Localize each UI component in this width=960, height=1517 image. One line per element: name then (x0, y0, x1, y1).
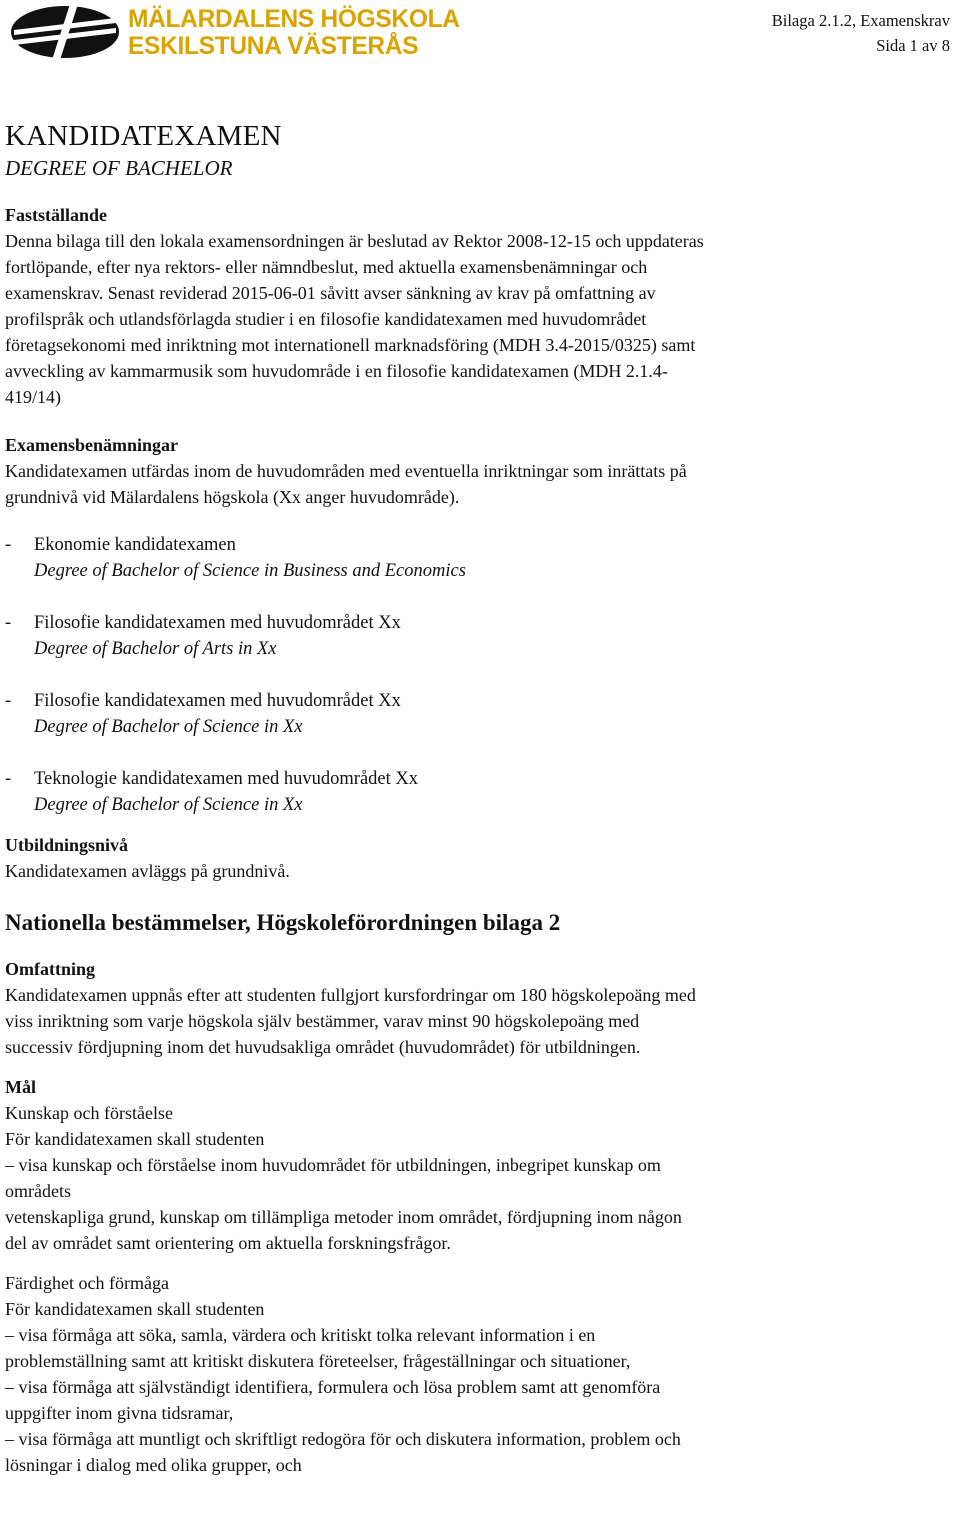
degree-item (5, 610, 957, 662)
text-line: viss inriktning som varje högskola själv bestämmer, varav minst 90 högskolepoäng med (5, 1011, 640, 1031)
degree-item (5, 766, 957, 818)
text-line: För kandidatexamen skall studenten (5, 1129, 265, 1149)
degree-swedish: Ekonomie kandidatexamen (34, 535, 236, 555)
text-line: – visa förmåga att muntligt och skriftligt redogöra för och diskutera information, problem och (5, 1429, 681, 1449)
text-line: examenskrav. Senast reviderad 2015-06-01 såvitt avser sänkning av krav på omfattning av (5, 283, 656, 303)
text-line: – visa förmåga att självständigt identifiera, formulera och lösa problem samt att genomföra (5, 1377, 661, 1397)
logo-line-2: ESKILSTUNA VÄSTERÅS (128, 32, 419, 60)
text-line: vetenskapliga grund, kunskap om tillämpliga metoder inom området, fördjupning inom någon (5, 1207, 682, 1227)
text-line: Kandidatexamen uppnås efter att studenten fullgjort kursfordringar om 180 högskolepoäng med (5, 985, 696, 1005)
text-line: Kandidatexamen utfärdas inom de huvudområden med eventuella inriktningar som inrättats på (5, 461, 687, 481)
text-line: avveckling av kammarmusik som huvudområde i en filosofie kandidatexamen (MDH 2.1.4- (5, 361, 668, 381)
text-line: problemställning samt att kritiskt diskutera företeelser, frågeställningar och situationer, (5, 1351, 631, 1371)
section-mal (5, 1074, 957, 1478)
logo-mark-icon (8, 4, 123, 60)
section-examensbenamningar (5, 432, 957, 818)
text-line: områdets (5, 1181, 71, 1201)
list-dash: - (5, 769, 12, 789)
text-line: successiv fördjupning inom det huvudsakliga området (huvudområdet) för utbildningen. (5, 1037, 641, 1057)
text-line: Denna bilaga till den lokala examensordningen är beslutad av Rektor 2008-12-15 och uppdateras (5, 231, 704, 251)
logo-line-1: MÄLARDALENS HÖGSKOLA (128, 5, 460, 33)
degree-english: Degree of Bachelor of Science in Business and Economics (34, 561, 466, 581)
list-dash: - (5, 535, 12, 555)
text-line: Kandidatexamen avläggs på grundnivå. (5, 861, 290, 881)
text-line: För kandidatexamen skall studenten (5, 1299, 265, 1319)
logo-wordmark (128, 6, 466, 60)
section-heading: Fastställande (5, 205, 108, 225)
page-header (0, 0, 960, 80)
degree-english: Degree of Bachelor of Science in Xx (34, 717, 303, 737)
text-line: – visa förmåga att söka, samla, värdera och kritiskt tolka relevant information i en (5, 1325, 596, 1345)
degree-item (5, 688, 957, 740)
document-body (5, 118, 957, 1478)
document-subtitle: DEGREE OF BACHELOR (5, 156, 233, 180)
section-utbildningsniva (5, 832, 957, 884)
text-line: företagsekonomi med inriktning mot internationell marknadsföring (MDH 3.4-2015/0325) samt (5, 335, 696, 355)
degree-swedish: Filosofie kandidatexamen med huvudområdet Xx (34, 691, 401, 711)
text-line: lösningar i dialog med olika grupper, och (5, 1455, 302, 1475)
degree-swedish: Filosofie kandidatexamen med huvudområdet Xx (34, 613, 401, 633)
text-line: Färdighet och förmåga (5, 1273, 169, 1293)
document-reference: Bilaga 2.1.2, Examenskrav (771, 11, 950, 30)
document-info (772, 8, 950, 58)
list-dash: - (5, 613, 12, 633)
text-line: 419/14) (5, 387, 61, 407)
section-heading: Omfattning (5, 959, 95, 979)
text-line: uppgifter inom givna tidsramar, (5, 1403, 234, 1423)
text-line: profilspråk och utlandsförlagda studier i en filosofie kandidatexamen med huvudområdet (5, 309, 647, 329)
university-logo (8, 4, 460, 66)
section-heading: Utbildningsnivå (5, 835, 129, 855)
text-line: Kunskap och förståelse (5, 1103, 173, 1123)
text-line: – visa kunskap och förståelse inom huvudområdet för utbildningen, inbegripet kunskap om (5, 1155, 661, 1175)
section-heading: Examensbenämningar (5, 435, 179, 455)
list-dash: - (5, 691, 12, 711)
page-indicator: Sida 1 av 8 (876, 36, 950, 55)
degree-item (5, 532, 957, 584)
nationella-heading: Nationella bestämmelser, Högskoleförordningen bilaga 2 (5, 910, 561, 935)
degree-swedish: Teknologie kandidatexamen med huvudområdet Xx (34, 769, 419, 789)
text-line: fortlöpande, efter nya rektors- eller nämndbeslut, med aktuella examensbenämningar och (5, 257, 648, 277)
section-heading: Mål (5, 1077, 36, 1097)
section-omfattning (5, 956, 957, 1060)
text-line: grundnivå vid Mälardalens högskola (Xx anger huvudområde). (5, 487, 460, 507)
section-faststallande (5, 202, 957, 410)
degree-english: Degree of Bachelor of Science in Xx (34, 795, 303, 815)
text-line: del av området samt orientering om aktuella forskningsfrågor. (5, 1233, 451, 1253)
degree-english: Degree of Bachelor of Arts in Xx (34, 639, 277, 659)
document-title: KANDIDATEXAMEN (5, 120, 282, 152)
